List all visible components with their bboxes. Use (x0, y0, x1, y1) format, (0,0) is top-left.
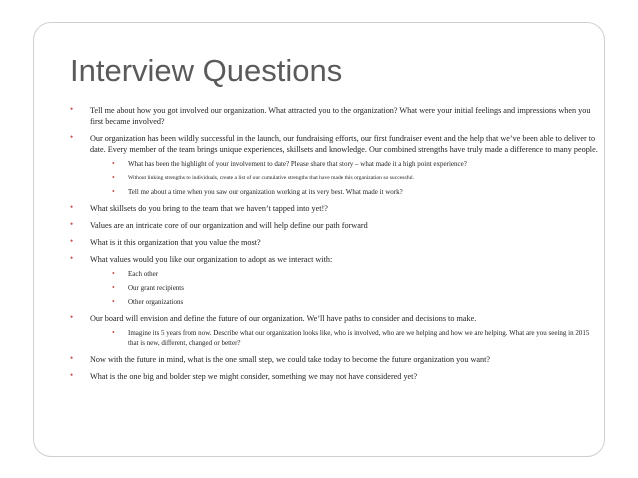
sub-question-item (90, 173, 600, 183)
question-text: Values are an intricate core of our organization and will help define our path forward (90, 221, 368, 230)
sub-question-item (90, 283, 600, 293)
question-item (70, 133, 600, 197)
bullet-icon: • (112, 173, 115, 182)
slide-content (70, 105, 600, 388)
sub-question-text: Without linking strengths to individuals, create a list of our cumulative strengths that have made this organization so successful. (128, 175, 415, 181)
bullet-icon: • (70, 104, 74, 114)
bullet-icon: • (112, 283, 115, 292)
sub-question-item (90, 187, 600, 197)
slide (33, 22, 605, 457)
sub-question-item (90, 159, 600, 169)
sub-question-text: Our grant recipients (128, 284, 184, 292)
sub-question-item (90, 297, 600, 307)
question-text: Our organization has been wildly successful in the launch, our fundraising efforts, our first fundraiser event and the help that we’ve been able to deliver to date. Every member of the team brings unique experiences, skillsets and knowledge. Our combined strengths have truly made a difference to many people. (90, 134, 598, 154)
bullet-icon: • (112, 187, 115, 196)
sub-question-item (90, 269, 600, 279)
bullet-icon: • (112, 159, 115, 168)
bullet-icon: • (70, 219, 74, 229)
question-text: Tell me about how you got involved our organization. What attracted you to the organization? What were your initial feelings and impressions when you first became involved? (90, 106, 591, 126)
question-item (70, 220, 600, 231)
sub-question-text: Each other (128, 270, 159, 278)
bullet-icon: • (112, 297, 115, 306)
question-item (70, 371, 600, 382)
question-item (70, 354, 600, 365)
question-text: What values would you like our organization to adopt as we interact with: (90, 255, 333, 264)
question-text: What is the one big and bolder step we might consider, something we may not have considered yet? (90, 372, 418, 381)
question-text: Now with the future in mind, what is the one small step, we could take today to become the future organization you want? (90, 355, 491, 364)
bullet-icon: • (70, 202, 74, 212)
sub-question-list (90, 269, 600, 307)
sub-question-text: What has been the highlight of your involvement to date? Please share that story – what made it a high point experience? (128, 160, 467, 168)
question-text: Our board will envision and define the future of our organization. We’ll have paths to consider and decisions to make. (90, 314, 477, 323)
question-item (70, 237, 600, 248)
question-item (70, 313, 600, 348)
question-item (70, 254, 600, 307)
sub-question-text: Tell me about a time when you saw our organization working at its very best. What made it work? (128, 188, 403, 196)
question-item (70, 105, 600, 127)
sub-question-text: Other organizations (128, 298, 184, 306)
bullet-icon: • (70, 132, 74, 142)
sub-question-item (90, 328, 600, 348)
question-text: What is it this organization that you value the most? (90, 238, 261, 247)
bullet-icon: • (70, 253, 74, 263)
bullet-icon: • (70, 370, 74, 380)
bullet-icon: • (70, 353, 74, 363)
sub-question-list (90, 159, 600, 197)
question-list (70, 105, 600, 382)
question-text: What skillsets do you bring to the team that we haven’t tapped into yet!? (90, 204, 328, 213)
slide-title: Interview Questions (70, 53, 343, 88)
bullet-icon: • (112, 269, 115, 278)
sub-question-list (90, 328, 600, 348)
sub-question-text: Imagine its 5 years from now. Describe what our organization looks like, who is involved, who are we helping and how we are helping. What are you seeing in 2015 that is new, different, changed or better? (128, 329, 590, 347)
bullet-icon: • (70, 312, 74, 322)
bullet-icon: • (112, 328, 115, 337)
question-item (70, 203, 600, 214)
bullet-icon: • (70, 236, 74, 246)
